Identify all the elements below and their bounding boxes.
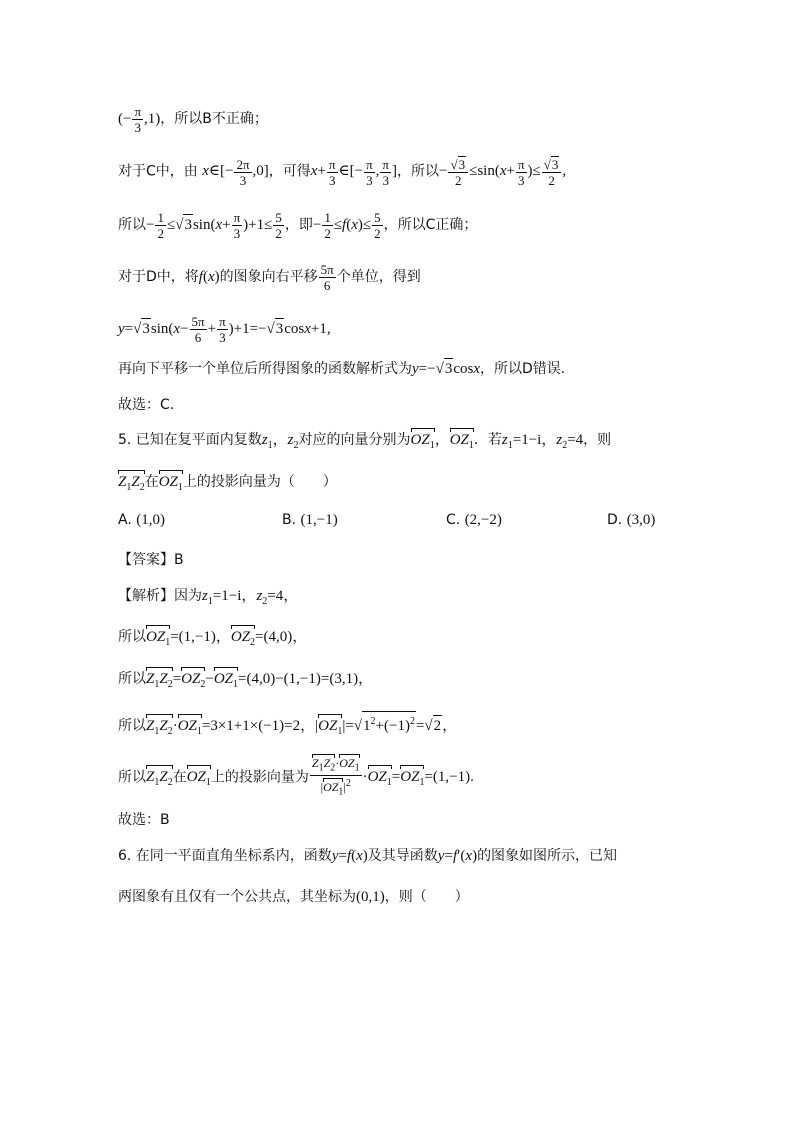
text: 对于D中，将 <box>118 268 199 285</box>
analysis-line: 所以$Z_1Z_2$在$OZ_1$上的投影向量为 $\frac{Z_1Z_2\cdot OZ_1}{|OZ_1|^2}$ $\cdot OZ_1=OZ_1=(1,-1)$. <box>118 756 474 798</box>
text: 在 <box>144 474 159 490</box>
text: ，则（ ） <box>384 889 469 905</box>
text-line: 所以− $\frac{1}{2}$ ≤√3sin(x+ $\frac{\pi}{3}$ )+1≤ $\frac{5}{2}$ ，即− $\frac{1}{2}$ ≤f(x)≤ $\frac{5}{2}$ ，所以C正确； <box>118 210 478 241</box>
text-line: 对于C中，由 x∈[− $\frac{2\pi}{3}$ ,0]，可得x+ $\frac{\pi}{3}$ ∈[− $\frac{\pi}{3}$ , $\frac{\pi}{3}$ ]，所以− $\frac{√3}{2}$ ≤sin(x+ $\frac{\pi}{3}$ )≤ $\frac{√3}{2}$ , <box>118 156 567 188</box>
text: ，所以B不正确； <box>160 110 268 127</box>
option-value: (1,−1) <box>300 512 338 528</box>
text: ，所以C正确； <box>383 216 478 233</box>
text: 上的投影向量为（ ） <box>182 474 337 490</box>
text: 再向下平移一个单位后所得图象的函数解析式为 <box>118 361 412 377</box>
text: ，所以 <box>396 163 439 180</box>
text: 的图象如图所示，已知 <box>477 848 618 864</box>
option-label: C. <box>446 512 461 528</box>
text-line: 对于D中，将f(x)的图象向右平移 $\frac{5\pi}{6}$ 个单位，得到 <box>118 262 421 293</box>
answer <box>118 550 184 570</box>
text-line <box>118 810 170 830</box>
text: 所以 <box>118 629 146 645</box>
text-line: (− $\frac{\pi}{3}$ ,1)，所以B不正确； <box>118 104 268 135</box>
text: ，即 <box>284 216 313 233</box>
formula-line: y=√3sin(x− $\frac{5\pi}{6}$ + $\frac{\pi}{3}$ )+1=−√3cosx+1, <box>118 314 331 345</box>
option-value: (3,0) <box>626 512 656 528</box>
text: 的图象向右平移 <box>219 268 318 285</box>
option-d[interactable] <box>607 512 655 529</box>
text-line <box>118 395 174 415</box>
text: 对应的向量分别为 <box>298 432 411 448</box>
question-6: 6. 在同一平面直角坐标系内，函数y=f(x)及其导函数y=f′(x)的图象如图所示，已知 <box>118 848 618 864</box>
option-value: (1,0) <box>136 512 165 528</box>
option-b[interactable] <box>282 512 338 529</box>
text: 【解析】因为 <box>118 588 202 604</box>
text: 个单位，得到 <box>336 268 421 285</box>
text: ，可得 <box>268 163 311 180</box>
option-value: (2,−2) <box>464 512 502 528</box>
option-a[interactable] <box>118 512 165 529</box>
text: 所以 <box>118 671 146 687</box>
analysis-line: 所以$Z_1Z_2=OZ_2-OZ_1=(4,0)-(1,-1)=(3,1)$， <box>118 669 373 695</box>
text: 两图象有且仅有一个公共点，其坐标为 <box>118 889 356 905</box>
text-line: 再向下平移一个单位后所得图象的函数解析式为y=−√3cosx，所以D错误. <box>118 358 565 379</box>
option-label: A. <box>118 512 132 528</box>
text: 在 <box>172 769 187 786</box>
text: 上的投影向量为 <box>210 769 309 786</box>
text: 5. 已知在复平面内复数 <box>118 432 262 448</box>
text: 故选：C. <box>118 397 175 413</box>
text: 6. 在同一平面直角坐标系内，函数 <box>118 848 332 864</box>
text: 所以 <box>118 216 146 233</box>
analysis-line: 所以$Z_1Z_2\cdot OZ_1=3\times 1+1\times(-1)=2$，$|OZ_1|=√1^2+(-1)^2=√2$， <box>118 711 457 742</box>
analysis-line: 【解析】因为$z_1=1-i$，$z_2=4$， <box>118 588 299 607</box>
option-label: D. <box>607 512 623 528</box>
option-c[interactable] <box>446 512 502 529</box>
text: ，则 <box>583 432 612 448</box>
text: 【答案】B <box>118 552 184 568</box>
question-6-cont: 两图象有且仅有一个公共点，其坐标为(0,1)，则（ ） <box>118 889 469 905</box>
text: 对于C中，由 <box>118 163 198 180</box>
text: 及其导函数 <box>367 848 438 864</box>
question-5: 5. 已知在复平面内复数$z_1$，$z_2$对应的向量分别为$OZ_1$，$OZ_1$．若$z_1=1-i$，$z_2=4$，则 <box>118 430 611 456</box>
text: 所以 <box>118 718 146 734</box>
text: ，所以D错误. <box>480 361 566 377</box>
text: ．若 <box>473 432 502 448</box>
question-5-cont: $Z_1Z_2$在$OZ_1$上的投影向量为（ ） <box>118 472 337 498</box>
text: 所以 <box>118 769 146 786</box>
option-label: B. <box>282 512 297 528</box>
text: 故选：B <box>118 812 170 828</box>
analysis-line: 所以$OZ_1=(1,-1)$，$OZ_2=(4,0)$， <box>118 627 307 653</box>
